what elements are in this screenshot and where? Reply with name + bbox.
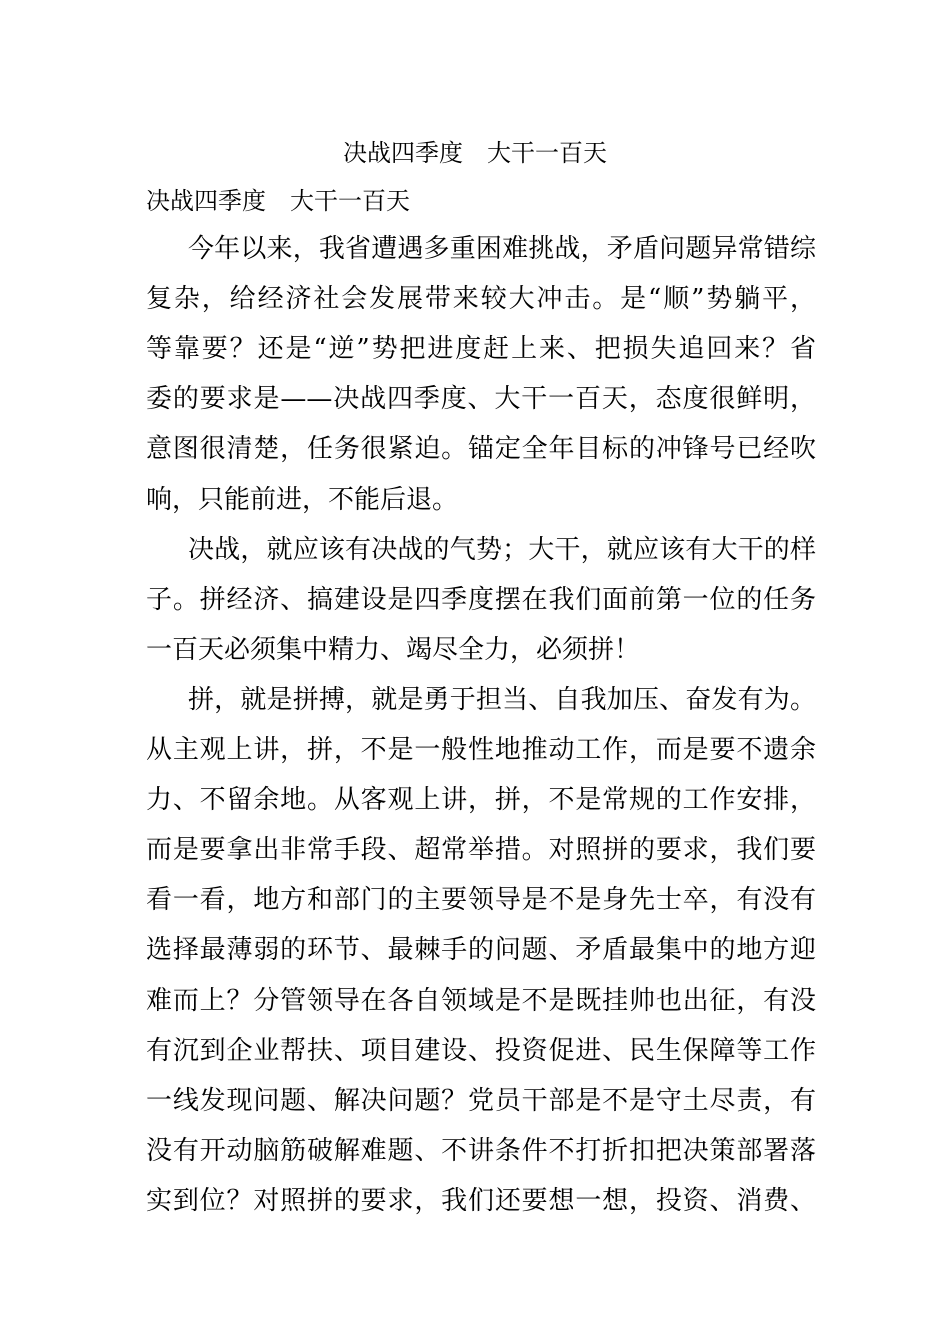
- body-text-line: 意图很清楚，任务很紧迫。锚定全年目标的冲锋号已经吹: [146, 434, 816, 464]
- document-title: 决战四季度 大干一百天: [343, 139, 607, 167]
- body-text-line: 看一看，地方和部门的主要领导是不是身先士卒，有没有: [146, 885, 816, 915]
- body-text-line: 子。拼经济、搞建设是四季度摆在我们面前第一位的任务: [146, 585, 816, 615]
- document-subtitle: 决战四季度 大干一百天: [146, 187, 410, 215]
- body-text-line: 而是要拿出非常手段、超常举措。对照拼的要求，我们要: [146, 835, 816, 865]
- body-text-line: 响，只能前进，不能后退。: [146, 485, 459, 515]
- body-text-line: 拼，就是拼搏，就是勇于担当、自我加压、奋发有为。: [188, 685, 816, 715]
- body-text-line: 实到位？对照拼的要求，我们还要想一想，投资、消费、: [146, 1186, 816, 1216]
- body-text-line: 难而上？分管领导在各自领域是不是既挂帅也出征，有没: [146, 986, 816, 1016]
- body-text-line: 复杂，给经济社会发展带来较大冲击。是“顺”势躺平，: [146, 284, 816, 314]
- body-text-line: 一线发现问题、解决问题？党员干部是不是守土尽责，有: [146, 1086, 816, 1116]
- body-text-line: 力、不留余地。从客观上讲，拼，不是常规的工作安排，: [146, 785, 816, 815]
- body-text-line: 一百天必须集中精力、竭尽全力，必须拼！: [146, 635, 641, 665]
- body-text-line: 没有开动脑筋破解难题、不讲条件不打折扣把决策部署落: [146, 1136, 816, 1166]
- body-text-line: 选择最薄弱的环节、最棘手的问题、矛盾最集中的地方迎: [146, 935, 816, 965]
- body-text-line: 委的要求是——决战四季度、大干一百天，态度很鲜明，: [146, 384, 816, 414]
- body-text-line: 从主观上讲，拼，不是一般性地推动工作，而是要不遗余: [146, 735, 816, 765]
- body-text-line: 决战，就应该有决战的气势；大干，就应该有大干的样: [188, 535, 816, 565]
- body-text-line: 有沉到企业帮扶、项目建设、投资促进、民生保障等工作: [146, 1036, 816, 1066]
- body-text-line: 今年以来，我省遭遇多重困难挑战，矛盾问题异常错综: [188, 234, 816, 264]
- body-text-line: 等靠要？还是“逆”势把进度赶上来、把损失追回来？省: [146, 334, 816, 364]
